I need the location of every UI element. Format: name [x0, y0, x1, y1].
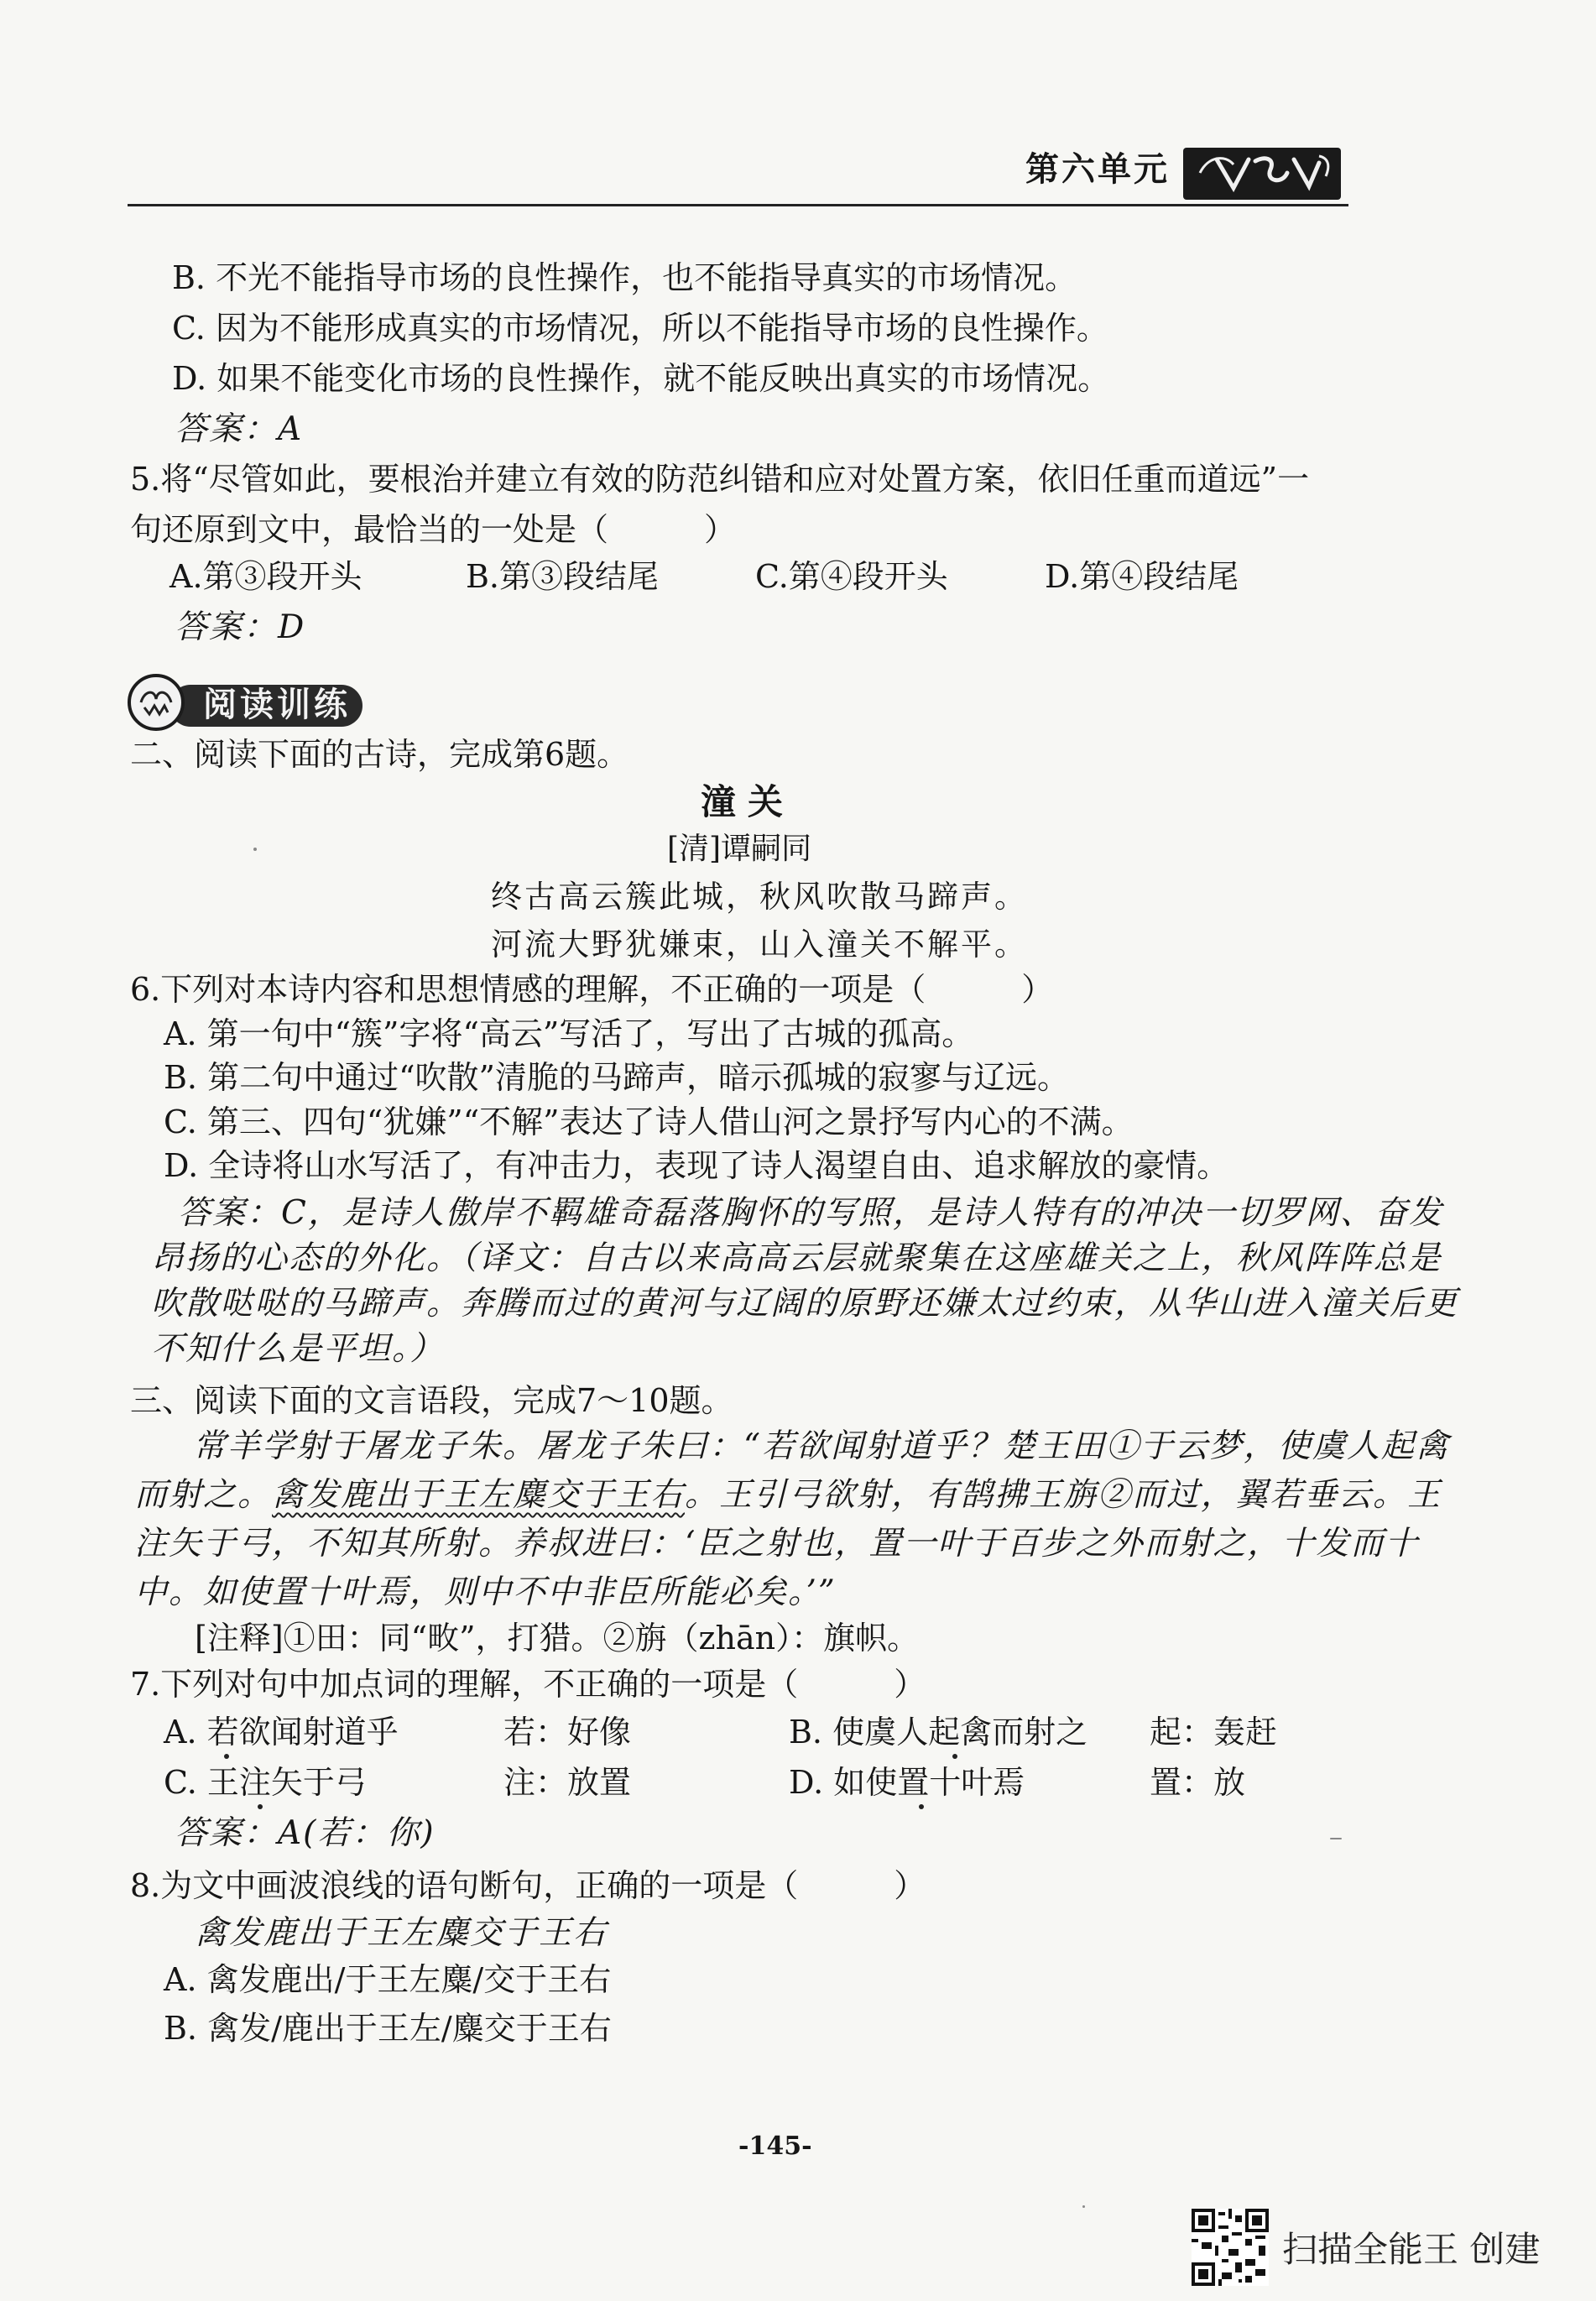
- q7-option-a-sentence: A. 若欲闻射道乎: [164, 1714, 399, 1751]
- q7-option-c-sentence: C. 王注矢于弓: [164, 1764, 367, 1801]
- q6-answer-line3: 吹散哒哒的马蹄声。奔腾而过的黄河与辽阔的原野还嫌太过约束，从华山进入潼关后更: [151, 1285, 1459, 1323]
- q4-option-d: D. 如果不能变化市场的良性操作，就不能反映出真实的市场情况。: [172, 360, 1110, 397]
- scan-speck: [1330, 1838, 1342, 1839]
- qr-code-icon: [1192, 2209, 1269, 2286]
- q8-option-b: B. 禽发/鹿出于王左/麋交于王右: [164, 2010, 612, 2047]
- section-banner: [128, 674, 367, 733]
- passage-line-4: 中。如使置十叶焉，则中不中非臣所能必矣。’”: [134, 1573, 837, 1611]
- q7-option-c-gloss: 注：放置: [503, 1764, 632, 1801]
- q5-option-b: B.第③段结尾: [466, 558, 660, 595]
- passage-line-2-start: 而射之。: [134, 1476, 273, 1514]
- wavy-underlined-sentence: 禽发鹿出于王左麋交于王右: [272, 1476, 686, 1514]
- banner-badge-icon: [128, 674, 185, 731]
- passage-line-2: [134, 1476, 1442, 1514]
- q7-option-b-sentence: B. 使虞人起禽而射之: [789, 1714, 1088, 1751]
- q4-option-b: B. 不光不能指导市场的良性操作，也不能指导真实的市场情况。: [172, 259, 1077, 296]
- q5-stem-line1: 5.将“尽管如此，要根治并建立有效的防范纠错和应对处置方案，依旧任重而道远”一: [130, 461, 1310, 498]
- passage-line-2-end: 。王引弓欲射，有鹄拂王旃②而过，翼若垂云。王: [685, 1476, 1442, 1514]
- q7-option-d-gloss: 置：放: [1150, 1764, 1246, 1801]
- emphasis-dot: [952, 1754, 957, 1759]
- q8-sentence: 禽发鹿出于王左麋交于王右: [195, 1914, 608, 1952]
- poem-line-2: 河流大野犹嫌束，山入潼关不解平。: [491, 926, 1028, 963]
- q6-answer-line4: 不知什么是平坦。）: [151, 1330, 445, 1368]
- q7-option-a-gloss: 若：好像: [503, 1714, 632, 1751]
- part3-heading: 三、阅读下面的文言语段，完成7～10题。: [130, 1382, 733, 1419]
- q6-answer-line1: 答案：C，是诗人傲岸不羁雄奇磊落胸怀的写照，是诗人特有的冲决一切罗网、奋发: [178, 1194, 1443, 1232]
- unit-title: 第六单元: [1025, 150, 1170, 189]
- q5-stem-line2: 句还原到文中，最恰当的一处是（ ）: [130, 511, 737, 548]
- emphasis-dot: [224, 1754, 229, 1759]
- q5-option-c: C.第④段开头: [755, 558, 948, 595]
- q4-answer: 答案：A: [175, 410, 304, 448]
- q7-answer: 答案：A(若：你): [175, 1814, 436, 1852]
- emphasis-dot: [258, 1804, 263, 1809]
- part2-heading: 二、阅读下面的古诗，完成第6题。: [130, 736, 629, 773]
- q4-option-c: C. 因为不能形成真实的市场情况，所以不能指导市场的良性操作。: [172, 310, 1108, 347]
- q5-option-a: A.第③段开头: [170, 558, 362, 595]
- q6-option-d: D. 全诗将山水写活了，有冲击力，表现了诗人渴望自由、追求解放的豪情。: [164, 1147, 1229, 1184]
- passage-note: [注释]①田：同“畋”，打猎。②旃（zhān）：旗帜。: [195, 1620, 920, 1657]
- q7-option-b-gloss: 起：轰赶: [1150, 1714, 1278, 1751]
- poem-title: 潼关: [701, 781, 795, 822]
- q6-option-b: B. 第二句中通过“吹散”清脆的马蹄声，暗示孤城的寂寥与辽远。: [164, 1059, 1069, 1096]
- passage-line-1: 常羊学射于屠龙子朱。屠龙子朱曰：“若欲闻射道乎？楚王田①于云梦，使虞人起禽: [193, 1427, 1450, 1465]
- q5-answer: 答案：D: [175, 608, 306, 646]
- header-rule: [128, 204, 1348, 206]
- q8-option-a: A. 禽发鹿出/于王左麋/交于王右: [164, 1961, 612, 1998]
- poem-line-1: 终古高云簇此城，秋风吹散马蹄声。: [491, 879, 1028, 915]
- poem-author: [清]谭嗣同: [667, 832, 812, 866]
- q8-stem: 8.为文中画波浪线的语句断句，正确的一项是（ ）: [130, 1867, 926, 1904]
- q7-stem: 7.下列对句中加点词的理解，不正确的一项是（ ）: [130, 1666, 926, 1703]
- q5-option-d: D.第④段结尾: [1045, 558, 1239, 595]
- scanner-label: 扫描全能王 创建: [1282, 2229, 1541, 2270]
- page-number: -145-: [738, 2131, 812, 2161]
- brand-badge-icon: [1183, 148, 1341, 200]
- emphasis-dot: [919, 1804, 924, 1809]
- q7-option-d-sentence: D. 如使置十叶焉: [789, 1764, 1025, 1801]
- section-banner-label: 阅读训练: [203, 686, 351, 724]
- scan-speck: [1082, 2205, 1085, 2208]
- q6-answer-line2: 昂扬的心态的外化。（译文：自古以来高高云层就聚集在这座雄关之上，秋风阵阵总是: [151, 1239, 1442, 1277]
- q6-stem: 6.下列对本诗内容和思想情感的理解，不正确的一项是（ ）: [130, 971, 1054, 1008]
- q6-option-a: A. 第一句中“簇”字将“高云”写活了，写出了古城的孤高。: [164, 1015, 974, 1052]
- scan-speck: [253, 848, 257, 851]
- passage-line-3: 注矢于弓，不知其所射。养叔进曰：‘臣之射也，置一叶于百步之外而射之，十发而十: [134, 1525, 1420, 1563]
- q6-option-c: C. 第三、四句“犹嫌”“不解”表达了诗人借山河之景抒写内心的不满。: [164, 1104, 1134, 1140]
